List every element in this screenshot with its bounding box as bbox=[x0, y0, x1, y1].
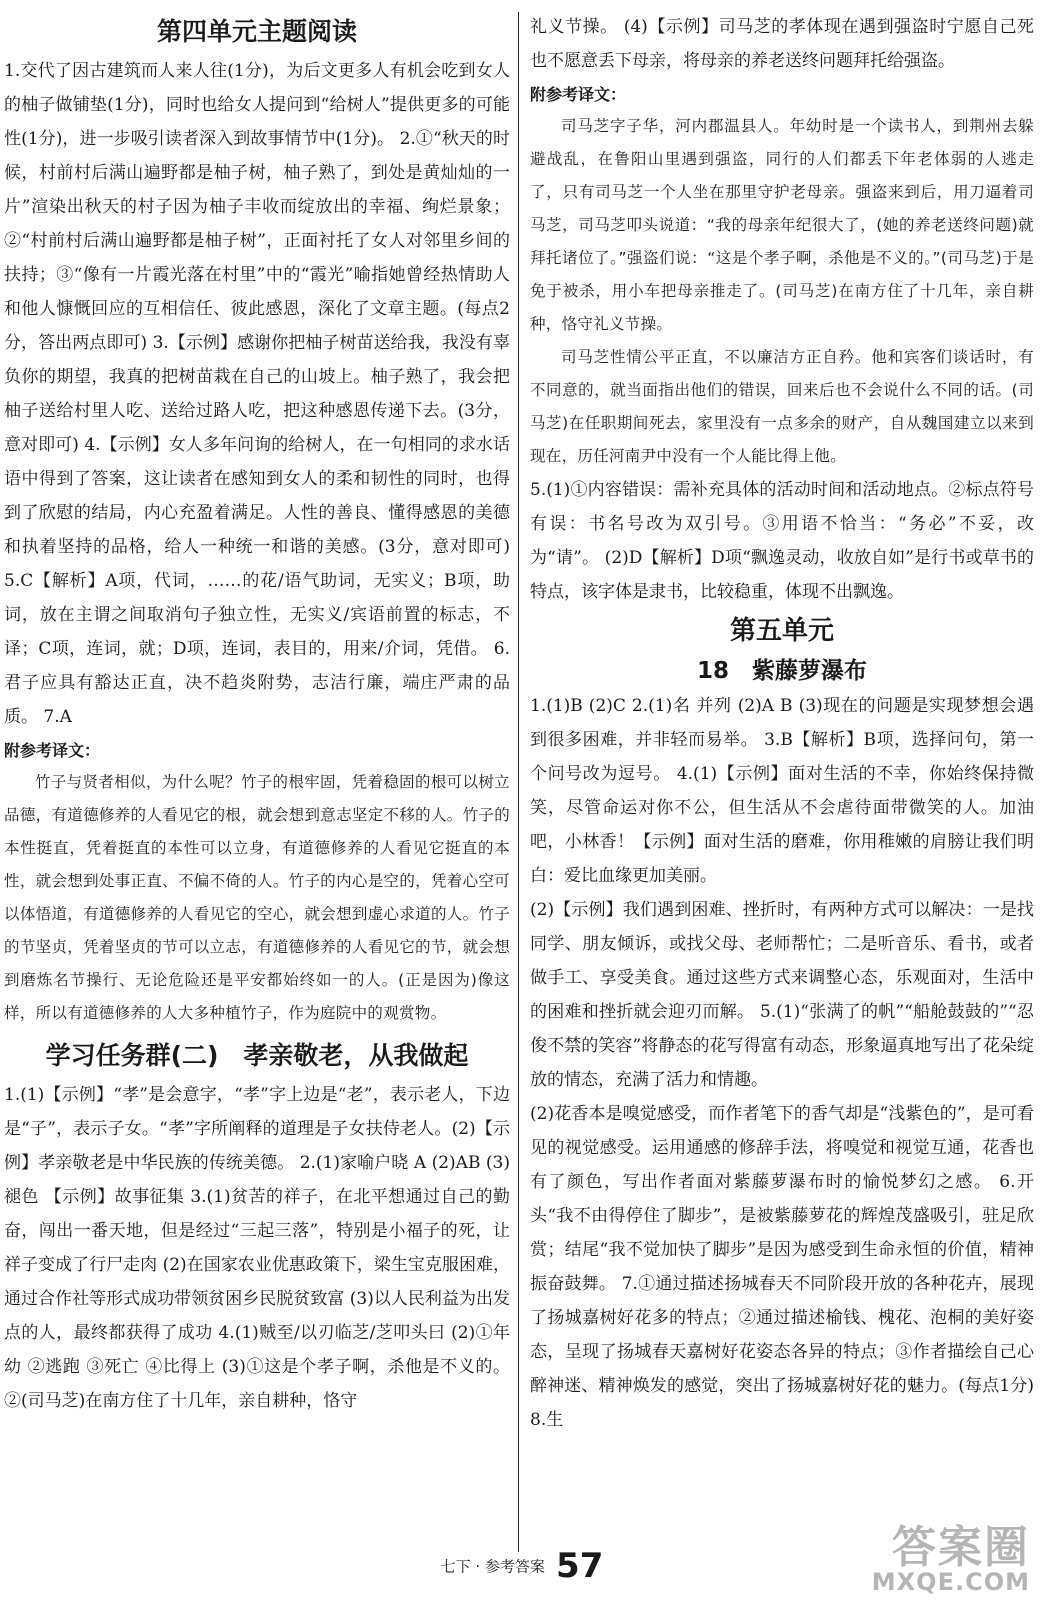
answer-block: 5.(1)①内容错误：需补充具体的活动时间和活动地点。②标点符号有误：书名号改为双引号。③用语不恰当：“务必”不妥，改为“请”。 (2)D【解析】D项“飘逸灵动，收放自如”是行书或草书的特点，该字体是隶书，比较稳重，体现不出飘逸。 bbox=[530, 480, 1034, 602]
reference-translation-heading: 附参考译文： bbox=[4, 741, 101, 760]
answer-block: 1.交代了因古建筑而人来人往(1分)，为后文更多人有机会吃到女人的柚子做铺垫(1分)，同时也给女人提问到“给树人”提供更多的可能性(1分)，进一步吸引读者深入到故事情节中(1分)。 2.①“秋天的时候，村前村后满山遍野都是柚子树，柚子熟了，到处是黄灿灿的一片”渲染出秋天的村子因为柚子丰收而绽放出的幸福、绚烂景象；②“村前村后满山遍野都是柚子树”，正面衬托了女人对邻里乡间的扶持；③“像有一片霞光落在村里”中的“霞光”喻指她曾经热情助人和他人慷慨回应的互相信任、彼此感恩，深化了文章主题。(每点2分，答出两点即可) 3.【示例】感谢你把柚子树苗送给我，我没有辜负你的期望，我真的把树苗栽在自己的山坡上。柚子熟了，我会把柚子送给村里人吃、送给过路人吃，把这种感恩传递下去。(3分，意对即可) 4.【示例】女人多年问询的给树人，在一句相同的求水话语中得到了答案，这让读者在感知到女人的柔和韧性的同时，也得到了欣慰的结局，内心充盈着满足。人性的善良、懂得感恩的美德和执着坚持的品格，给人一种统一和谐的美感。(3分，意对即可) 5.C【解析】A项，代词，……的花/语气助词，无实义；B项，助词，放在主谓之间取消句子独立性，无实义/宾语前置的标志，不译；C项，连词，就；D项，连词，表目的，用来/介词，凭借。 6.君子应具有豁达正直，决不趋炎附势，志洁行廉，端庄严肃的品质。 7.A bbox=[4, 61, 510, 727]
answer-block: (2)花香本是嗅觉感受，而作者笔下的香气却是“浅紫色的”，是可看见的视觉感受。运用通感的修辞手法，将嗅觉和视觉互通，花香也有了颜色，写出作者面对紫藤萝瀑布时的愉悦梦幻之感。 6.开头“我不由得停住了脚步”，是被紫藤萝花的辉煌茂盛吸引，驻足欣赏；结尾“我不觉加快了脚步”是因为感受到生命永恒的价值，精神振奋鼓舞。 7.①通过描述扬城春天不同阶段开放的各种花卉，展现了扬城嘉树好花多的特点；②通过描述榆钱、槐花、泡桐的美好姿态，呈现了扬城春天嘉树好花姿态各异的特点；③作者描绘自己心醉神迷、精神焕发的感觉，突出了扬城嘉树好花的魅力。(每点1分) 8.生 bbox=[530, 1104, 1034, 1430]
reference-translation: 司马芝性情公平正直，不以廉洁方正自矜。他和宾客们谈话时，有不同意的，就当面指出他们的错误，回来后也不会说什么不同的话。(司马芝)在任职期间死去，家里没有一点多余的财产，自从魏国建立以来到现在，历任河南尹中没有一个人能比得上他。 bbox=[530, 348, 1034, 465]
watermark-main: 答案圈 bbox=[892, 1522, 1030, 1573]
answer-block: 礼义节操。 (4)【示例】司马芝的孝体现在遇到强盗时宁愿自己死也不愿意丢下母亲，将母亲的养老送终问题拜托给强盗。 bbox=[530, 17, 1034, 71]
page-number: 57 bbox=[556, 1546, 604, 1586]
footer-label: 七下 · 参考答案 bbox=[440, 1557, 545, 1576]
left-column bbox=[4, 10, 510, 1418]
section-title-task-group: 学习任务群(二) 孝亲敬老，从我做起 bbox=[45, 1041, 469, 1070]
reference-translation: 竹子与贤者相似，为什么呢？竹子的根牢固，凭着稳固的根可以树立品德，有道德修养的人看见它的根，就会想到意志坚定不移的人。竹子的本性挺直，凭着挺直的本性可以立身，有道德修养的人看见它挺直的本性，就会想到处事正直、不偏不倚的人。竹子的内心是空的，凭着心空可以体悟道，有道德修养的人看见它的空心，就会想到虚心求道的人。竹子的节坚贞，凭着坚贞的节可以立志，有道德修养的人看见它的节，就会想到磨炼名节操行、无论危险还是平安都始终如一的人。(正是因为)像这样，所以有道德修养的人大多种植竹子，作为庭院中的观赏物。 bbox=[4, 773, 510, 1022]
unit-title: 第五单元 bbox=[729, 616, 834, 646]
reference-translation: 司马芝字子华，河内郡温县人。年幼时是一个读书人，到荆州去躲避战乱，在鲁阳山里遇到强盗，同行的人们都丢下年老体弱的人逃走了，只有司马芝一个人坐在那里守护老母亲。强盗来到后，用刀逼着司马芝，司马芝叩头说道：“我的母亲年纪很大了，(她的养老送终问题)就拜托诸位了。”强盗们说：“这是个孝子啊，杀他是不义的。”(司马芝)于是免于被杀，用小车把母亲推走了。(司马芝)在南方住了十几年，亲自耕种，恪守礼义节操。 bbox=[530, 117, 1034, 333]
lesson-title: 18 紫藤萝瀑布 bbox=[696, 658, 867, 684]
watermark-url: MXQE.COM bbox=[871, 1568, 1030, 1596]
answer-block: 1.(1)【示例】“孝”是会意字，“孝”字上边是“老”，表示老人，下边是“子”，表示子女。“孝”字所阐释的道理是子女扶侍老人。(2)【示例】孝亲敬老是中华民族的传统美德。 2.(1)家喻户晓 A (2)AB (3)褪色 【示例】故事征集 3.(1)贫苦的祥子，在北平想通过自己的勤奋，闯出一番天地，但是经过“三起三落”，特别是小福子的死，让祥子变成了行尸走肉 (2)在国家农业优惠政策下，梁生宝克服困难，通过合作社等形式成功带领贫困乡民脱贫致富 (3)以人民利益为出发点的人，最终都获得了成功 4.(1)贼至/以刃临芝/芝叩头曰 (2)①年幼 ②逃跑 ③死亡 ④比得上 (3)①这是个孝子啊，杀他是不义的。 ②(司马芝)在南方住了十几年，亲自耕种，恪守 bbox=[4, 1085, 510, 1411]
reference-translation-heading: 附参考译文： bbox=[530, 85, 627, 104]
answer-block: (2)【示例】我们遇到困难、挫折时，有两种方式可以解决：一是找同学、朋友倾诉，或找父母、老师帮忙；二是听音乐、看书，或者做手工、享受美食。通过这些方式来调整心态，乐观面对，生活中的困难和挫折就会迎刃而解。 5.(1)“张满了的帆”“船舱鼓鼓的”“忍俊不禁的笑容”将静态的花写得富有动态，形象逼真地写出了花朵绽放的情态，充满了活力和情趣。 bbox=[530, 900, 1034, 1090]
section-title-unit4-reading: 第四单元主题阅读 bbox=[156, 17, 357, 46]
right-column bbox=[530, 10, 1034, 1437]
column-divider bbox=[518, 12, 519, 1552]
watermark-logo bbox=[871, 1522, 1030, 1596]
answer-block: 1.(1)B (2)C 2.(1)名 并列 (2)A B (3)现在的问题是实现梦想会遇到很多困难，并非轻而易举。 3.B【解析】B项，选择问句，第一个问号改为逗号。 4.(1)【示例】面对生活的不幸，你始终保持微笑，尽管命运对你不公，但生活从不会虐待面带微笑的人。加油吧，小林香！【示例】面对生活的磨难，你用稚嫩的肩膀让我们明白：爱比血缘更加美丽。 bbox=[530, 696, 1034, 886]
